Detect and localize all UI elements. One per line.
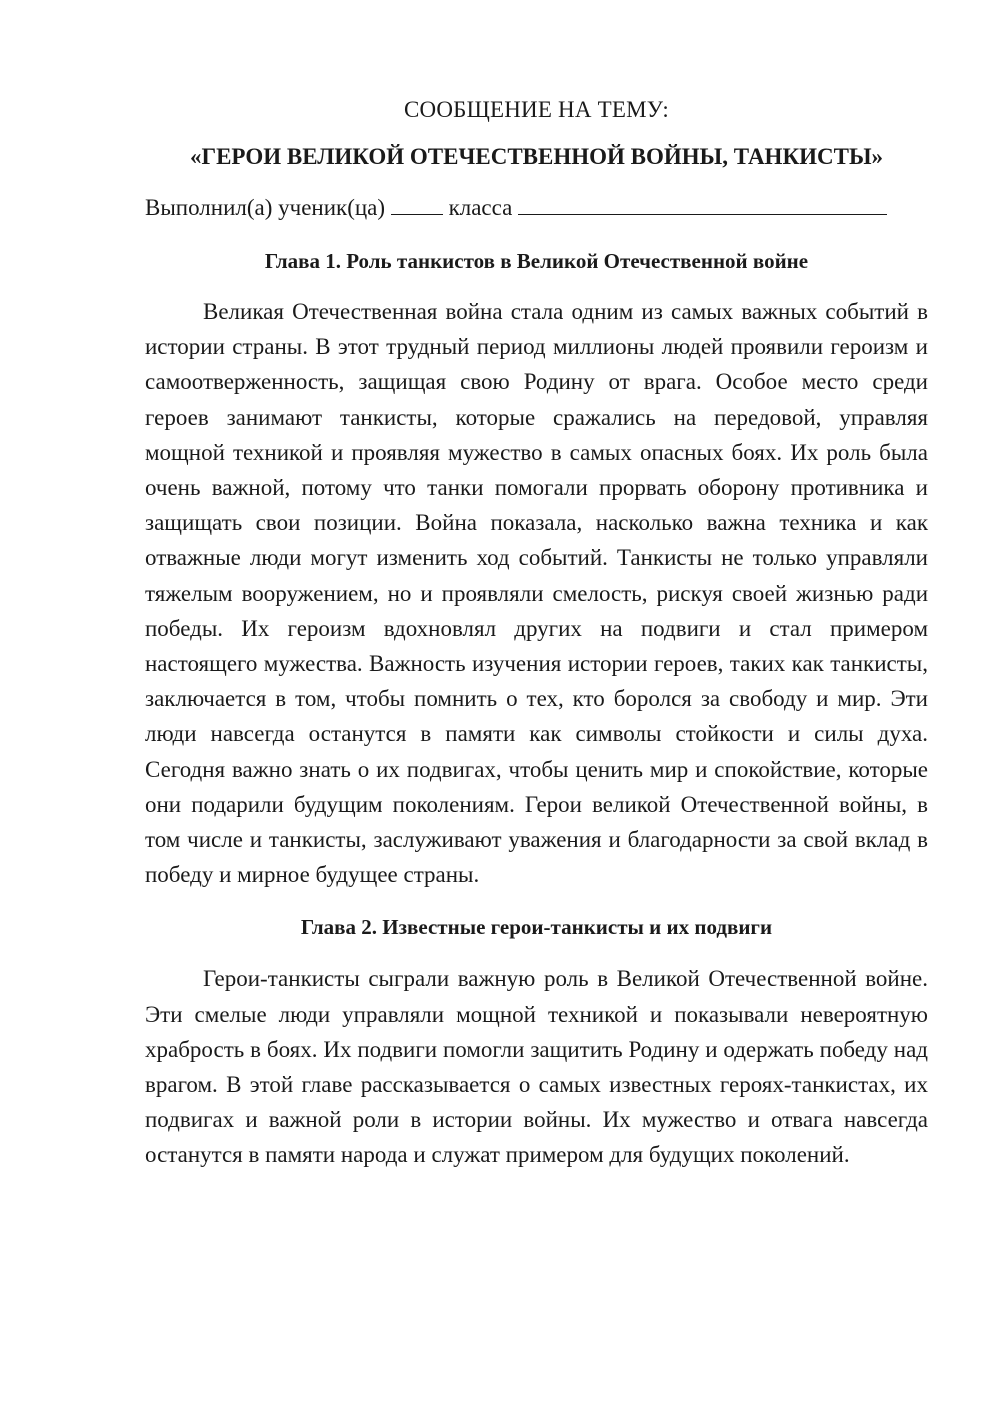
student-name-blank <box>518 192 887 215</box>
document-page <box>145 92 928 1173</box>
document-type: СООБЩЕНИЕ НА ТЕМУ: <box>404 97 669 122</box>
chapter-1-heading: Глава 1. Роль танкистов в Великой Отечественной войне <box>264 249 809 273</box>
document-title: «ГЕРОИ ВЕЛИКОЙ ОТЕЧЕСТВЕННОЙ ВОЙНЫ, ТАНКИСТЫ» <box>189 144 884 169</box>
chapter-2-heading: Глава 2. Известные герои-танкисты и их подвиги <box>300 915 773 940</box>
class-number-blank <box>391 192 443 215</box>
author-label: Выполнил(а) ученик(ца) <box>145 195 386 220</box>
author-line <box>145 190 928 226</box>
chapter-1-paragraph: Великая Отечественная война стала одним из самых важных событий в истории страны. В этот трудный период миллионы людей проявили героизм и самоотверженность, защищая свою Родину от врага. Особое место среди героев занимают танкисты, которые сражались на передовой, управляя мощной техникой и проявляя мужество в самых опасных боях. Их роль была очень важной, потому что танки помогали прорвать оборону противника и защищать свои позиции. Война показала, насколько важна техника и как отважные люди могут изменить ход событий. Танкисты не только управляли тяжелым вооружением, но и проявляли смелость, рискуя своей жизнью ради победы. Их героизм вдохновлял других на подвиги и стал примером настоящего мужества. Важность изучения истории героев, таких как танкисты, заключается в том, чтобы помнить о тех, кто боролся за свободу и мир. Эти люди навсегда останутся в памяти как символы стойкости и силы духа. Сегодня важно знать о их подвигах, чтобы ценить мир и спокойствие, которые они подарили будущим поколениям. Герои великой Отечественной войны, в том числе и танкисты, заслуживают уважения и благодарности за свой вклад в победу и мирное будущее страны. <box>145 299 928 888</box>
chapter-2-paragraph: Герои-танкисты сыграли важную роль в Великой Отечественной войне. Эти смелые люди управляли мощной техникой и показывали невероятную храбрость в боях. Их подвиги помогли защитить Родину и одержать победу над врагом. В этой главе рассказывается о самых известных героях-танкистах, их подвигах и важной роли в истории войны. Их мужество и отвага навсегда останутся в памяти народа и служат примером для будущих поколений. <box>145 966 928 1168</box>
class-label: класса <box>448 195 513 220</box>
